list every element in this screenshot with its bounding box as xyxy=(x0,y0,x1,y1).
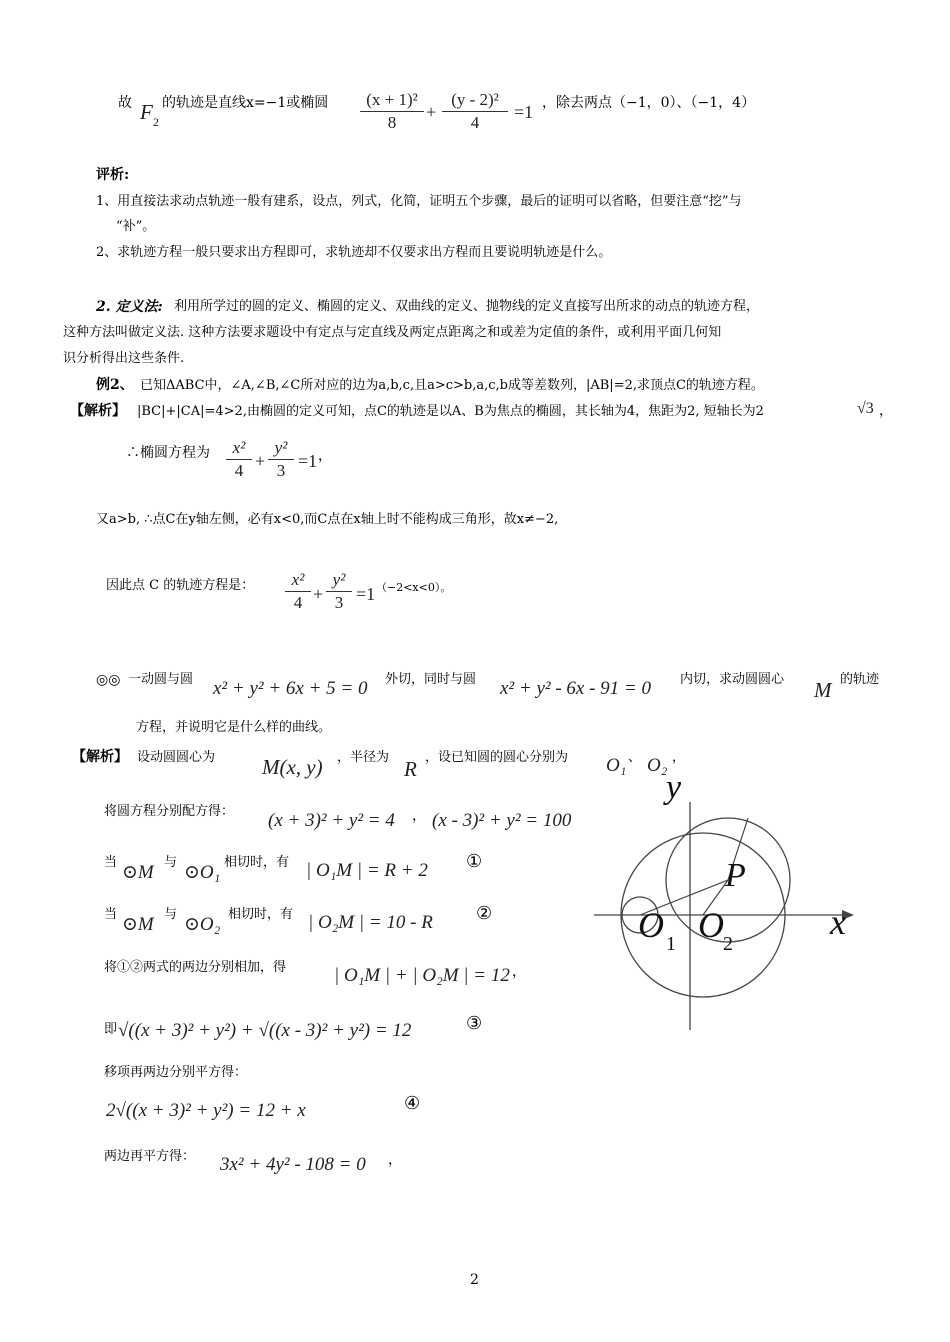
step3-c: 相切时，有 xyxy=(228,907,294,922)
problem-text-e: 方程，并说明它是什么样的曲线。 xyxy=(136,720,332,735)
label-O1-sub: 1 xyxy=(666,933,676,955)
f2-symbol: F xyxy=(140,100,153,124)
review-item-1: 1、用直接法求动点轨迹一般有建系，设点，列式，化简，证明五个步骤，最后的证明可以省略，但要注意“挖”与 xyxy=(96,194,742,209)
radius-R: R xyxy=(404,757,417,781)
solution2-label: 【解析】 xyxy=(72,749,128,765)
line1-middle: 的轨迹是直线x=−1或椭圆 xyxy=(162,95,329,111)
step8-comma: ， xyxy=(388,1152,402,1168)
hence-condition: （−2<x<0）。 xyxy=(376,581,452,594)
step5-a: 即 xyxy=(104,1022,118,1037)
circles-diagram xyxy=(580,772,870,1042)
step7-equation: 2√((x + 3)² + y²) = 12 + x xyxy=(106,1100,306,1121)
label-x: x xyxy=(830,902,846,942)
example-2-text: 已知ΔABC中，∠A,∠B,∠C所对应的边为a,b,c,且a>c>b,a,c,b成等差数列，|AB|=2,求顶点C的轨迹方程。 xyxy=(140,378,764,393)
also-text: 又a>b, ∴点C在y轴左侧，必有x<0,而C点在x轴上时不能构成三角形，故x≠−2, xyxy=(96,512,559,527)
ellipse-frac-x: x² 4 xyxy=(226,438,252,481)
review-item-2: 2、求轨迹方程一般只要求出方程即可，求轨迹却不仅要求出方程而且要说明轨迹是什么。 xyxy=(96,245,612,260)
example-2-label: 例2、 xyxy=(96,377,134,393)
ellipse-end: ， xyxy=(318,448,332,464)
step5-equation: √((x + 3)² + y²) + √((x - 3)² + y²) = 12 xyxy=(118,1020,412,1041)
step2-number: ① xyxy=(466,851,483,872)
hence-equals: =1 xyxy=(356,584,376,604)
fraction-y: (y - 2)² 4 xyxy=(442,90,508,133)
step4-text: 将①②两式的两边分别相加，得 xyxy=(104,960,287,975)
label-P: P xyxy=(725,857,746,894)
solution2-text-b: ，半径为 xyxy=(337,750,390,765)
step1-equation-2: (x - 3)² + y² = 100 xyxy=(432,810,572,831)
label-O1: O xyxy=(638,905,664,945)
label-O2: O xyxy=(698,905,724,945)
problem-text-d: 的轨迹 xyxy=(840,672,880,687)
line1-suffix: ，除去两点（−1，0）、（−1，4） xyxy=(542,95,756,111)
step1-text: 将圆方程分别配方得： xyxy=(104,804,235,819)
label-O2-sub: 2 xyxy=(723,933,733,955)
solution-text: |BC|+|CA|=4>2,由椭圆的定义可知，点C的轨迹是以A、B为焦点的椭圆，其长轴为4，焦距为2, 短轴长为2 xyxy=(137,404,764,419)
moving-center: M(x, y) xyxy=(262,755,323,779)
solution2-end: ， xyxy=(672,750,686,765)
center-O1: O₁ xyxy=(606,755,627,776)
step7-number: ④ xyxy=(404,1093,421,1114)
definition-title: 2. 定义法: xyxy=(96,299,163,315)
circle-equation-1: x² + y² + 6x + 5 = 0 xyxy=(213,678,368,699)
step6-text: 移项再两边分别平方得： xyxy=(104,1065,248,1080)
hence-prefix: 因此点 C 的轨迹方程是： xyxy=(106,578,255,593)
center-O2: O₂ xyxy=(647,755,668,776)
step2-b: 与 xyxy=(164,855,178,870)
step2-circle-M: ⊙M xyxy=(122,862,154,883)
plus-sign: + xyxy=(426,102,437,122)
solution2-sep: 、 xyxy=(628,750,642,765)
sqrt-three: √3 xyxy=(857,400,874,417)
fraction-x: (x + 1)² 8 xyxy=(360,90,424,133)
definition-line-3: 识分析得出这些条件. xyxy=(63,351,185,366)
solution-label: 【解析】 xyxy=(70,403,126,419)
circle-equation-2: x² + y² - 6x - 91 = 0 xyxy=(500,678,651,699)
step2-c: 相切时，有 xyxy=(224,855,290,870)
ellipse-frac-y: y² 3 xyxy=(268,438,294,481)
step3-circle-M: ⊙M xyxy=(122,914,154,935)
step3-b: 与 xyxy=(164,907,178,922)
page-number: 2 xyxy=(470,1272,479,1288)
solution2-text-a: 设动圆圆心为 xyxy=(137,750,216,765)
step4-comma: ， xyxy=(512,964,526,980)
step1-equation-1: (x + 3)² + y² = 4 xyxy=(268,810,395,831)
step8-text: 两边再平方得： xyxy=(104,1149,196,1164)
problem-text-a: 一动圆与圆 xyxy=(128,672,194,687)
hence-plus: + xyxy=(313,584,324,604)
solution2-text-c: ，设已知圆的圆心分别为 xyxy=(425,750,569,765)
review-item-1-cont: “补”。 xyxy=(116,219,156,234)
step1-comma: ， xyxy=(412,808,426,824)
step3-circle-O2: ⊙O₂ xyxy=(184,914,221,935)
problem-text-c: 内切，求动圆圆心 xyxy=(680,672,785,687)
definition-line-2: 这种方法叫做定义法. 这种方法要求题设中有定点与定直线及两定点距离之和或差为定值的条件，或利用平面几何知 xyxy=(63,325,722,340)
hence-frac-x: x² 4 xyxy=(285,570,311,613)
step2-a: 当 xyxy=(104,855,118,870)
equals-one: =1 xyxy=(514,102,534,122)
center-M: M xyxy=(814,678,832,702)
label-y: y xyxy=(666,772,682,806)
f2-subscript: 2 xyxy=(153,115,159,129)
ellipse-plus: + xyxy=(255,451,266,471)
review-title: 评析: xyxy=(96,167,130,183)
step2-circle-O1: ⊙O₁ xyxy=(184,862,221,883)
problem-mark: ◎◎ xyxy=(96,672,121,688)
problem-text-b: 外切，同时与圆 xyxy=(385,672,477,687)
step2-equation: | O₁M | = R + 2 xyxy=(306,860,428,881)
step8-equation: 3x² + 4y² - 108 = 0 xyxy=(220,1154,366,1175)
definition-line-1: 利用所学过的圆的定义、椭圆的定义、双曲线的定义、抛物线的定义直接写出所求的动点的轨迹方程， xyxy=(174,299,760,314)
step5-number: ③ xyxy=(466,1013,483,1034)
line1-prefix: 故 xyxy=(118,95,132,111)
ellipse-prefix: ∴椭圆方程为 xyxy=(126,445,210,461)
step3-equation: | O₂M | = 10 - R xyxy=(308,912,433,933)
ellipse-equals: =1 xyxy=(298,451,318,471)
step4-equation: | O₁M | + | O₂M | = 12 xyxy=(334,965,510,986)
step3-a: 当 xyxy=(104,907,118,922)
hence-frac-y: y² 3 xyxy=(326,570,352,613)
step3-number: ② xyxy=(476,903,493,924)
solution-comma: ， xyxy=(879,403,893,419)
